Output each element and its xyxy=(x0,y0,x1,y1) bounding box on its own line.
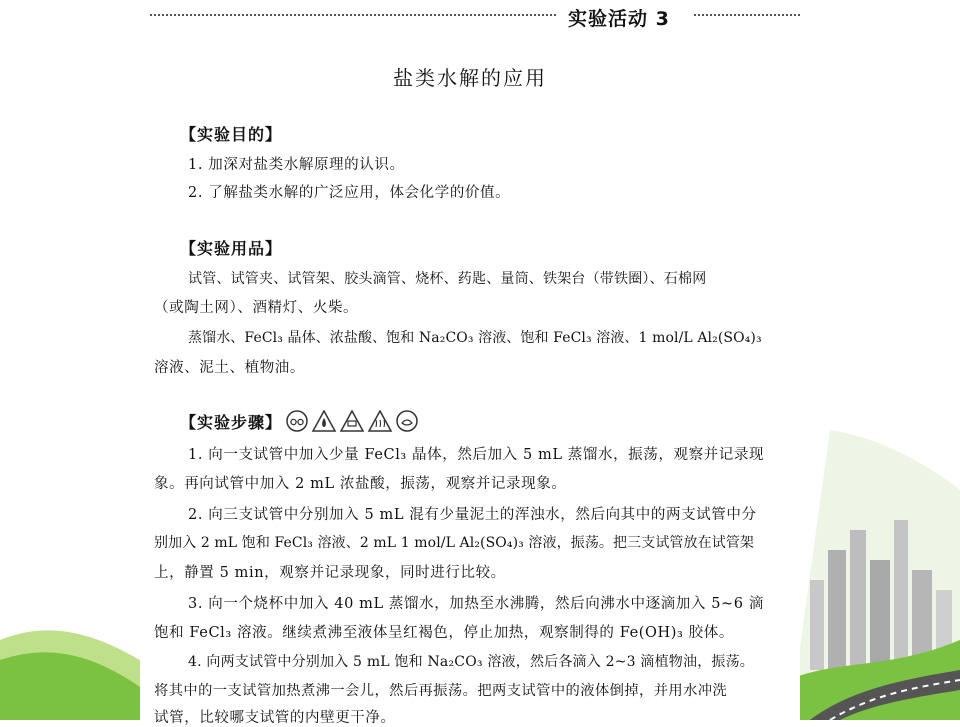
purpose-item-1: 1. 加深对盐类水解原理的认识。 xyxy=(188,157,405,173)
header-dotted-rule-right xyxy=(694,14,800,16)
header-dotted-rule-left xyxy=(150,14,556,16)
materials-line-2: （或陶土网）、酒精灯、火柴。 xyxy=(154,300,359,316)
page-title: 盐类水解的应用 xyxy=(393,66,547,90)
goggles-icon xyxy=(286,410,308,432)
materials-line-4: 溶液、泥土、植物油。 xyxy=(154,360,305,376)
corrosive-warning-icon xyxy=(340,410,364,432)
step-line-3: 2. 向三支试管中分别加入 5 mL 混有少量泥土的浑浊水，然后向其中的两支试管中分 xyxy=(188,507,757,523)
step-line-8: 4. 向两支试管中分别加入 5 mL 饱和 Na₂CO₃ 溶液，然后各滴入 2~3 滴植物油，振荡。 xyxy=(188,654,754,670)
step-line-4: 别加入 2 mL 饱和 FeCl₃ 溶液、2 mL 1 mol/L Al₂(SO₄)₃ 溶液，振荡。把三支试管放在试管架 xyxy=(154,535,755,551)
steps-heading: 【实验步骤】 xyxy=(180,413,283,432)
materials-heading: 【实验用品】 xyxy=(180,239,283,258)
hot-surface-icon xyxy=(368,410,392,432)
step-line-6: 3. 向一个烧杯中加入 40 mL 蒸馏水，加热至水沸腾，然后向沸水中逐滴加入 5~6 滴 xyxy=(188,596,764,612)
step-line-2: 象。再向试管中加入 2 mL 浓盐酸，振荡，观察并记录现象。 xyxy=(154,476,567,492)
flame-warning-icon xyxy=(312,410,336,432)
materials-line-3: 蒸馏水、FeCl₃ 晶体、浓盐酸、饱和 Na₂CO₃ 溶液、饱和 FeCl₃ 溶液、1 mol/L Al₂(SO₄)₃ xyxy=(188,330,762,346)
materials-line-1: 试管、试管夹、试管架、胶头滴管、烧杯、药匙、量筒、铁架台（带铁圈）、石棉网 xyxy=(188,271,707,287)
city-skyline-decoration xyxy=(790,430,960,720)
step-line-1: 1. 向一支试管中加入少量 FeCl₃ 晶体，然后加入 5 mL 蒸馏水，振荡，观察并记录现 xyxy=(188,447,765,463)
purpose-heading: 【实验目的】 xyxy=(180,125,283,144)
activity-label: 实验活动 3 xyxy=(568,8,670,30)
wash-hands-icon xyxy=(396,410,418,432)
document-page xyxy=(140,0,800,726)
safety-icons xyxy=(286,410,418,432)
step-line-5: 上，静置 5 min，观察并记录现象，同时进行比较。 xyxy=(154,565,506,581)
step-line-10: 试管，比较哪支试管的内壁更干净。 xyxy=(154,710,396,726)
step-line-7: 饱和 FeCl₃ 溶液。继续煮沸至液体呈红褐色，停止加热，观察制得的 Fe(OH)₃ 胶体。 xyxy=(154,625,734,641)
purpose-item-2: 2. 了解盐类水解的广泛应用，体会化学的价值。 xyxy=(188,185,511,201)
step-line-9: 将其中的一支试管加热煮沸一会儿，然后再振荡。把两支试管中的液体倒掉，并用水冲洗 xyxy=(154,683,728,699)
